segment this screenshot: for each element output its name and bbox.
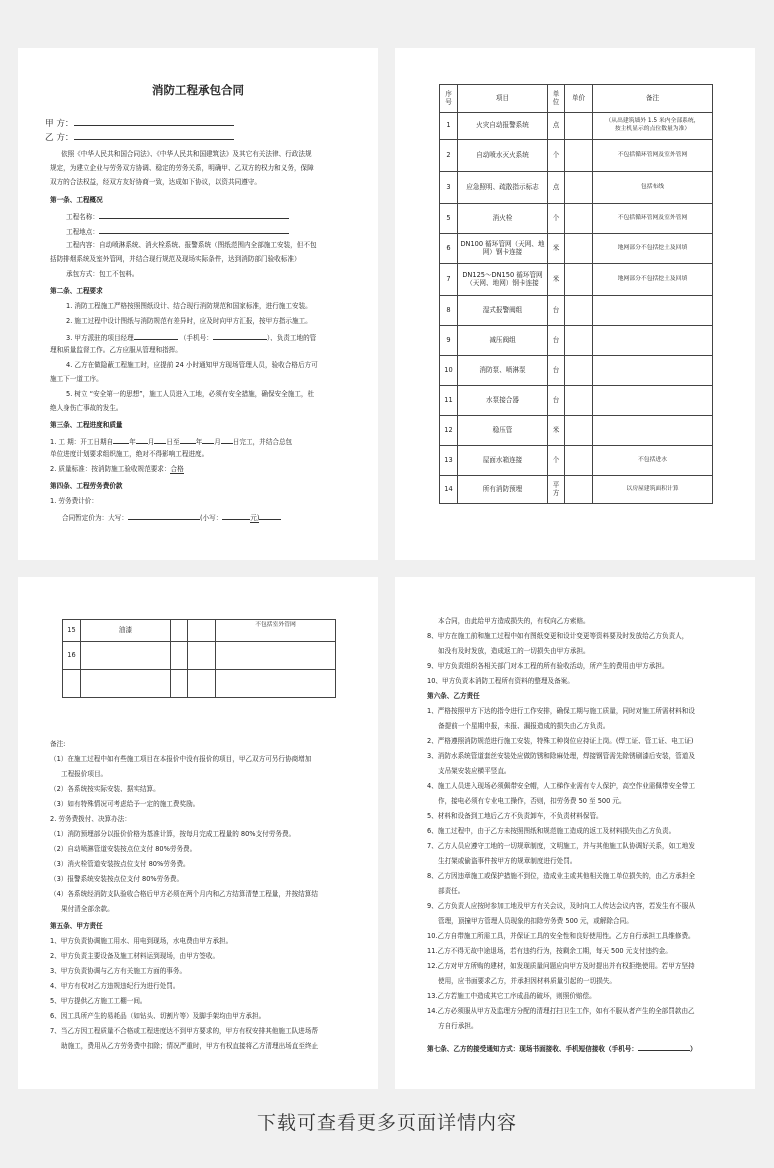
cell-remark — [216, 670, 336, 698]
cell-remark — [593, 296, 713, 326]
cell-item: 水泵接合器 — [458, 386, 548, 416]
req-text: ）、负责工地的管 — [266, 334, 317, 342]
duty-line: 13.乙方若施工中造成其它工序成品的破坏，则照价赔偿。 — [427, 992, 596, 1000]
cell-unit: 点 — [548, 113, 565, 140]
cell-item: 消火栓 — [458, 204, 548, 234]
table-row — [440, 356, 713, 386]
duty-line: 支吊架安装应横平竖直。 — [438, 767, 511, 775]
table-row — [63, 620, 336, 642]
req-line: 施工下一道工序。 — [50, 375, 103, 383]
cell-unit: 米 — [548, 234, 565, 264]
cell-price — [188, 620, 216, 642]
duty-line: 14.乙方必须服从甲方及监理方分配的清理打扫卫生工作，如有不服从者产生的全部罚款由乙 — [427, 1007, 695, 1015]
cell-price — [565, 326, 593, 356]
cell-no: 9 — [440, 326, 458, 356]
note-line: （1）在施工过程中如有些施工项目在本报价中没有报价的项目，甲乙双方可另行协商增加 — [50, 755, 312, 763]
cell-price — [565, 386, 593, 416]
cell-unit: 个 — [548, 140, 565, 172]
note-line: （2）自动喷淋管道安装按点位支付 80%劳务费。 — [50, 845, 197, 853]
cell-remark — [593, 113, 713, 140]
duty-line: 如没有及时发放，造成返工的一切损失由甲方承担。 — [438, 647, 590, 655]
contract-page-4 — [395, 577, 755, 1089]
footer-caption: 下载可查看更多页面详情内容 — [256, 1112, 517, 1134]
cell-unit: 台 — [548, 296, 565, 326]
fee-title: 1. 劳务费计价： — [50, 497, 98, 505]
req-line: 绝人身伤亡事故的发生。 — [50, 404, 123, 412]
cell-unit: 台 — [548, 326, 565, 356]
fee-unit: 元) — [250, 514, 260, 522]
note-line: （3）报警系统安装按点位支付 80%劳务费。 — [50, 875, 184, 883]
cell-no: 16 — [63, 642, 81, 670]
table-row — [63, 642, 336, 670]
party-a-row — [45, 118, 234, 128]
cell-item: 减压阀组 — [458, 326, 548, 356]
section-heading: 第六条、乙方责任 — [427, 692, 480, 700]
manager-blank — [134, 332, 178, 340]
price-table — [439, 84, 713, 504]
table-row — [440, 113, 713, 140]
cell-price — [565, 264, 593, 296]
project-site-label: 工程地点： — [66, 228, 99, 236]
duty-line: 6、施工过程中，由于乙方未按照图纸和规范施工造成的返工及材料损失由乙方负责。 — [427, 827, 676, 835]
cell-item: 稳压管 — [458, 416, 548, 446]
cell-unit — [171, 642, 188, 670]
price-table-continued — [62, 619, 336, 698]
price-table-body — [440, 113, 713, 504]
duty-line: 作，接电必须有专业电工操作，否则，扣劳务费 50 至 500 元。 — [438, 797, 626, 805]
cell-no: 3 — [440, 172, 458, 204]
project-site-row — [66, 226, 289, 236]
note-line: （3）如有特殊情况可考虑给予一定的施工费奖励。 — [50, 800, 200, 808]
month-blank — [202, 436, 214, 444]
cell-unit: 个 — [548, 446, 565, 476]
cell-unit: 点 — [548, 172, 565, 204]
duty-line: 3、甲方负责协调与乙方有关施工方面的事务。 — [50, 967, 187, 975]
cell-no: 15 — [63, 620, 81, 642]
phone-blank — [213, 332, 267, 340]
req-line: 4. 乙方在做隐蔽工程施工时，应提前 24 小时通知甲方现场管理人员，验收合格后方可 — [66, 361, 318, 369]
schedule-text: 年 — [129, 438, 136, 446]
header-item: 项目 — [458, 85, 548, 113]
schedule-text: 日至 — [166, 438, 180, 446]
note-line: （1）消防预埋部分以报价价格为基准计算，按每月完成工程量的 80%支付劳务费。 — [50, 830, 296, 838]
cell-remark — [593, 234, 713, 264]
fee-text: (小写： — [199, 514, 223, 522]
remark-line: 以房屋建筑面积计算 — [626, 485, 679, 492]
table-row — [440, 476, 713, 504]
year-blank — [113, 436, 129, 444]
cell-price — [565, 446, 593, 476]
project-name-row — [66, 211, 289, 221]
cell-item — [81, 670, 171, 698]
fee-text: 合同暂定价为：大写： — [62, 514, 128, 522]
cell-no — [63, 670, 81, 698]
cell-price — [565, 113, 593, 140]
preamble-line: 双方的合法权益，经双方友好协商一致，达成如下协议，以资共同遵守。 — [50, 178, 261, 186]
duty-line: 6、因工具所产生的易耗品（如钻头、切割片等）及脚手架均由甲方承担。 — [50, 1012, 266, 1020]
cell-price — [565, 140, 593, 172]
table-row — [440, 172, 713, 204]
cell-price — [565, 204, 593, 234]
party-b-label: 乙 方： — [45, 133, 74, 143]
cell-unit — [171, 670, 188, 698]
cell-unit: 台 — [548, 356, 565, 386]
cell-no: 10 — [440, 356, 458, 386]
cell-no: 12 — [440, 416, 458, 446]
fee-number-blank — [222, 512, 250, 520]
cell-item: 消防泵、喷淋泵 — [458, 356, 548, 386]
cell-unit: 台 — [548, 386, 565, 416]
duty-line: 4、施工人员进入现场必须佩带安全帽，人工梯作业需有专人保护，高空作业需佩带安全带工 — [427, 782, 695, 790]
cell-item: 油漆 — [81, 620, 171, 642]
cell-price — [565, 296, 593, 326]
remark-line: （从出建筑墙外 1.5 米内全部系统， — [605, 118, 700, 125]
note-line: 工程报价项目。 — [61, 770, 108, 778]
cell-item: 所有消防预埋 — [458, 476, 548, 504]
req-text: （手机号： — [179, 334, 213, 342]
close-paren: ） — [690, 1045, 697, 1053]
cell-remark — [593, 356, 713, 386]
remark-line: 地网部分不包括挖土及回填 — [617, 244, 688, 251]
cell-remark — [593, 264, 713, 296]
contract-page-1 — [18, 48, 378, 560]
schedule-text: 月 — [214, 438, 221, 446]
cell-item: 自动喷水灭火系统 — [458, 140, 548, 172]
duty-line: 10.乙方自带施工所需工具，并保证工具的安全性和良好使用性。乙方自行承担工具维修费。 — [427, 932, 695, 940]
schedule-text: 日完工，并结合总包 — [232, 438, 293, 446]
note-title: 备注: — [50, 740, 66, 748]
cell-remark — [593, 416, 713, 446]
cell-price — [565, 172, 593, 204]
remark-line: 不包括循环管网及室外管网 — [617, 214, 688, 221]
duty-line: 12.乙方对甲方所购的建材，如发现质量问题应向甲方及时提出并有权拒绝使用。若甲方坚持 — [427, 962, 695, 970]
table-row — [63, 670, 336, 698]
party-a-label: 甲 方： — [45, 119, 74, 129]
cell-no: 5 — [440, 204, 458, 234]
cell-remark — [593, 476, 713, 504]
day-blank — [154, 436, 166, 444]
cell-item — [81, 642, 171, 670]
fee-words-blank — [128, 512, 200, 520]
content-line: 括防排烟系统及室外管网，并结合现行规范及现场实际条件，达到消防部门验收标准） — [50, 255, 301, 263]
cell-price — [565, 356, 593, 386]
duty-line: 管理，顶撞甲方管理人员现象的扣除劳务费 500 元，或解除合同。 — [438, 917, 633, 925]
cell-unit — [171, 620, 188, 642]
duty-line: 备提前一个星期申报，未报、漏报造成的损失由乙方负责。 — [438, 722, 610, 730]
cell-remark — [593, 326, 713, 356]
req-line: 5. 树立 “安全第一的思想”，施工人员进入工地，必须有安全措施，确保安全施工，杜 — [66, 390, 315, 398]
duty-line: 部责任。 — [438, 887, 465, 895]
party-b-row — [45, 132, 234, 142]
cell-unit: 平方 — [548, 476, 565, 504]
content-line: 工程内容：自动喷淋系统、消火栓系统、报警系统（图纸范围内全部施工安装，但不包 — [66, 241, 317, 249]
duty-line: 5、材料和设备到工地后乙方不负责卸车，不负责材料保管。 — [427, 812, 603, 820]
req-text: 3. 甲方派驻的项目经理 — [66, 334, 134, 342]
duty-line: 10、甲方负责本消防工程所有资料的整理及备案。 — [427, 677, 574, 685]
quality-value: 合格 — [170, 465, 184, 473]
quality-line — [50, 465, 184, 473]
year-blank — [180, 436, 196, 444]
section-heading: 第二条、工程要求 — [50, 287, 103, 295]
section-7-row — [427, 1043, 697, 1053]
cell-item: 应急照明、疏散指示标志 — [458, 172, 548, 204]
section-7-heading: 第七条、乙方的接受通知方式：现场书面接收、手机短信接收（手机号： — [427, 1045, 638, 1053]
cell-no: 1 — [440, 113, 458, 140]
cell-no: 2 — [440, 140, 458, 172]
section-heading: 第四条、工程劳务费价款 — [50, 482, 123, 490]
note-line: （3）消火栓管道安装按点位支付 80%劳务费。 — [50, 860, 190, 868]
table-row — [440, 234, 713, 264]
cell-price — [188, 642, 216, 670]
contract-page-2 — [395, 48, 755, 560]
phone-blank — [638, 1043, 690, 1051]
duty-line: 2、严格遵照消防规范进行施工安装，特殊工种岗位应持证上岗。(焊工证、管工证、电工证) — [427, 737, 694, 745]
contract-page-3 — [18, 577, 378, 1089]
remark-line: 按主机显示的点位数量为准） — [614, 126, 691, 132]
duty-line: 9、乙方负责人应按时参加工地及甲方有关会议，及时向工人传达会议内容，若发生有不服从 — [427, 902, 695, 910]
cell-item: 火灾自动报警系统 — [458, 113, 548, 140]
section-heading: 第三条、工程进度和质量 — [50, 421, 123, 429]
duty-line: 1、甲方负责协调施工用水、用电到现场，水电费由甲方承担。 — [50, 937, 233, 945]
cell-remark — [216, 642, 336, 670]
project-name-label: 工程名称： — [66, 213, 99, 221]
cell-remark — [593, 140, 713, 172]
section-heading: 第一条、工程概况 — [50, 196, 103, 204]
cell-remark — [593, 172, 713, 204]
schedule-text: 1. 工 期：开工日期自 — [50, 438, 114, 446]
table-row — [440, 416, 713, 446]
fee-line — [62, 512, 281, 522]
cell-no: 7 — [440, 264, 458, 296]
schedule-text: 月 — [147, 438, 155, 446]
cell-unit: 米 — [548, 416, 565, 446]
remark-line: 包括布线 — [640, 183, 665, 190]
month-blank — [136, 436, 148, 444]
duty-line: 8、乙方因违章施工或保护措施不到位，造成业主或其他相关施工单位损失的，由乙方承担全 — [427, 872, 695, 880]
duty-line: 8、甲方在施工前和施工过程中如有图纸变更和设计变更等资料要及时发放给乙方负责人， — [427, 632, 689, 640]
duty-line: 7、乙方人员应遵守工地的一切规章制度，文明施工，并与其他施工队协调好关系，如工地发 — [427, 842, 695, 850]
duty-line: 9、甲方负责组织各相关部门对本工程的所有验收活动，所产生的费用由甲方承担。 — [427, 662, 669, 670]
duty-line: 助施工，费用从乙方劳务费中扣除；情况严重时，甲方有权直接将乙方清理出场直至终止 — [61, 1042, 319, 1050]
cell-price — [188, 670, 216, 698]
table-row — [440, 296, 713, 326]
cell-item: 湿式报警阀组 — [458, 296, 548, 326]
cell-no: 14 — [440, 476, 458, 504]
schedule-text: 年 — [195, 438, 203, 446]
cell-remark — [593, 204, 713, 234]
quality-text: 2. 质量标准：按消防施工验收规范要求： — [50, 465, 171, 473]
cell-remark: 不包括室外管网 — [216, 620, 336, 642]
duty-line: 3、消防水系统管道套丝安装处应做防锈和除麻处理，焊接钢管需先除锈刷漆后安装，管道及 — [427, 752, 695, 760]
project-name-blank — [99, 211, 289, 219]
day-blank — [221, 436, 233, 444]
header-price: 单价 — [565, 85, 593, 113]
cell-price — [565, 416, 593, 446]
header-no: 序号 — [440, 85, 458, 113]
table-row — [440, 326, 713, 356]
cell-unit: 米 — [548, 264, 565, 296]
table-row — [440, 386, 713, 416]
req-line: 理和质量监督工作。乙方应服从管理和指挥。 — [50, 346, 182, 354]
cell-unit: 个 — [548, 204, 565, 234]
fee-tail-blank — [259, 512, 281, 520]
header-remark: 备注 — [593, 85, 713, 113]
req-line: 1. 消防工程施工严格按照图纸设计、结合现行消防规范和国家标准，进行施工安装。 — [66, 302, 312, 310]
note-line: 2. 劳务费拨付、决算办法： — [50, 815, 131, 823]
duty-line: 2、甲方负责主要设备及施工材料运到现场，由甲方签收。 — [50, 952, 220, 960]
party-a-blank — [74, 118, 234, 126]
duty-line: 生打架或偷盗事件按甲方的规章制度进行处罚。 — [438, 857, 577, 865]
contract-mode: 承包方式：包工不包料。 — [66, 270, 139, 278]
schedule-line: 单位进度计划要求组织施工，绝对不得影响工程进度。 — [50, 450, 209, 458]
cell-no: 8 — [440, 296, 458, 326]
duty-line: 1、严格按照甲方下达的指令进行工作安排，确保工期与施工质量，同时对施工所需材料和设 — [427, 707, 695, 715]
header-unit: 单位 — [548, 85, 565, 113]
duty-line: 使用，应书面要求乙方，并承担因材料质量引起的一切损失。 — [438, 977, 617, 985]
cell-item: DN125～DN150 循环管网（天网、地网）钢卡连接 — [458, 264, 548, 296]
note-line: 果付清全部余款。 — [61, 905, 114, 913]
cell-price — [565, 234, 593, 264]
duty-line: 11.乙方不得无故中途退场，若有违约行为，按剩余工期，每天 500 元支付违约金。 — [427, 947, 672, 955]
remark-line: 不包括进水 — [638, 456, 667, 463]
table-row — [440, 446, 713, 476]
schedule-line — [50, 436, 292, 446]
duty-line: 本合同，由此给甲方造成损失的，有权向乙方索赔。 — [438, 617, 590, 625]
cell-remark — [593, 386, 713, 416]
party-b-blank — [74, 132, 234, 140]
table-row — [440, 204, 713, 234]
duty-line: 7、当乙方因工程质量不合格或工程进度达不到甲方要求的，甲方有权安排其他施工队进场帮 — [50, 1027, 318, 1035]
req-line-manager — [66, 332, 316, 342]
note-line: （2）各系统按实际安装、据实结算。 — [50, 785, 160, 793]
table-header-row — [440, 85, 713, 113]
table-row — [440, 140, 713, 172]
duty-line: 方自行承担。 — [438, 1022, 478, 1030]
cell-no: 11 — [440, 386, 458, 416]
section-heading: 第五条、甲方责任 — [50, 922, 103, 930]
cell-remark — [593, 446, 713, 476]
remark-line: 地网部分不包括挖土及回填 — [617, 275, 688, 282]
project-site-blank — [99, 226, 289, 234]
doc-title: 消防工程承包合同 — [152, 83, 244, 97]
cell-item: 屋面水箱连接 — [458, 446, 548, 476]
preamble-line: 规定，为建立企业与劳务双方协调、稳定的劳务关系，明确甲、乙双方的权力和义务，保障 — [50, 164, 314, 172]
remark-line: 不包括循环管网及室外管网 — [617, 151, 688, 158]
cell-price — [565, 476, 593, 504]
duty-line: 4、甲方有权对乙方违规违纪行为进行处罚。 — [50, 982, 180, 990]
note-line: （4）各系统经消防支队验收合格后甲方必须在两个月内和乙方结算清楚工程量，并按结算结 — [50, 890, 318, 898]
table-row — [440, 264, 713, 296]
cell-no: 6 — [440, 234, 458, 264]
preamble-line: 依照《中华人民共和国合同法》、《中华人民共和国建筑法》及其它有关法律、行政法规 — [61, 150, 312, 158]
req-line: 2. 施工过程中设计图纸与消防规范有差异时，应及时向甲方汇报，按甲方指示施工。 — [66, 317, 312, 325]
duty-line: 5、甲方提供乙方施工工棚一间。 — [50, 997, 147, 1005]
cell-item: DN100 循环管网（天网、地网）钢卡连接 — [458, 234, 548, 264]
cell-no: 13 — [440, 446, 458, 476]
